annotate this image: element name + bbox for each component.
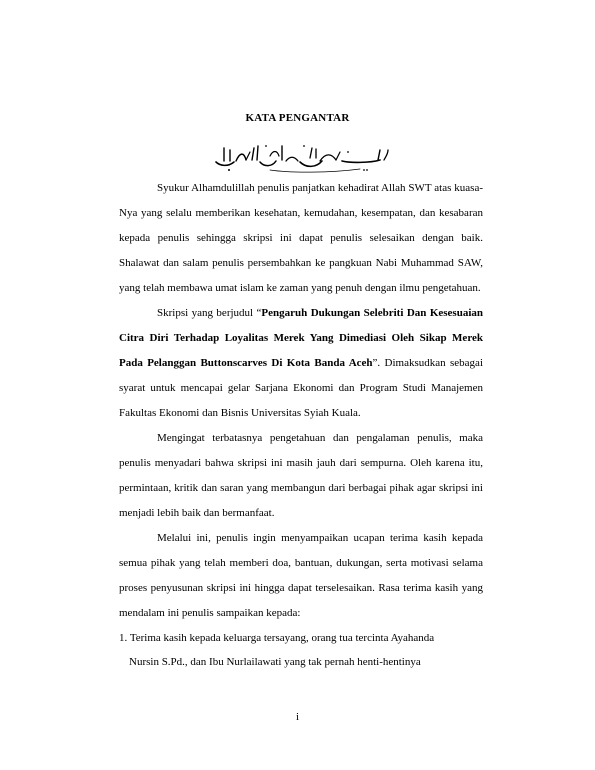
paragraph-2-intro: Skripsi yang berjudul “: [157, 307, 262, 319]
list-item: [119, 626, 483, 674]
bismillah-calligraphy: [210, 140, 392, 176]
paragraph-2: [119, 301, 483, 426]
list-item-text-line-2: Nursin S.Pd., dan Ibu Nurlailawati yang tak pernah henti-hentinya: [129, 655, 421, 668]
list-item-number: 1.: [119, 632, 128, 644]
paragraph-3: Mengingat terbatasnya pengetahuan dan pengalaman penulis, maka penulis menyadari bahwa skripsi ini masih jauh dari sempurna. Oleh karena itu, permintaan, kritik dan saran yang membangun dari berbagai pihak agar skripsi ini menjadi lebih baik dan bermanfaat.: [119, 432, 483, 519]
list-item-text-line-1: Terima kasih kepada keluarga tersayang, orang tua tercinta Ayahanda: [129, 632, 435, 644]
page-title: KATA PENGANTAR: [245, 112, 350, 124]
thesis-title: Pengaruh Dukungan Selebriti Dan Kesesuaian Citra Diri Terhadap Loyalitas Merek Yang Dimediasi Oleh Sikap Merek Pada Pelanggan Buttonscarves Di Kota Banda Aceh: [119, 307, 483, 369]
paragraph-2-rest: ”. Dimaksudkan sebagai syarat untuk mencapai gelar Sarjana Ekonomi dan Program Studi Manajemen Fakultas Ekonomi dan Bisnis Universitas Syiah Kuala.: [119, 357, 483, 419]
document-body: [119, 176, 483, 674]
page-number: i: [295, 711, 300, 723]
paragraph-1: Syukur Alhamdulillah penulis panjatkan kehadirat Allah SWT atas kuasa-Nya yang selalu memberikan kesehatan, kemudahan, kesempatan, dan kesabaran kepada penulis sehingga skripsi ini dapat penulis selesaikan dengan baik. Shalawat dan salam penulis persembahkan ke pangkuan Nabi Muhammad SAW, yang telah membawa umat islam ke zaman yang penuh dengan ilmu pengetahuan.: [119, 182, 483, 294]
paragraph-4: Melalui ini, penulis ingin menyampaikan ucapan terima kasih kepada semua pihak yang telah memberi doa, bantuan, dukungan, serta motivasi selama proses penyusunan skripsi ini hingga dapat terselesaikan. Rasa terima kasih yang mendalam ini penulis sampaikan kepada:: [119, 532, 483, 619]
